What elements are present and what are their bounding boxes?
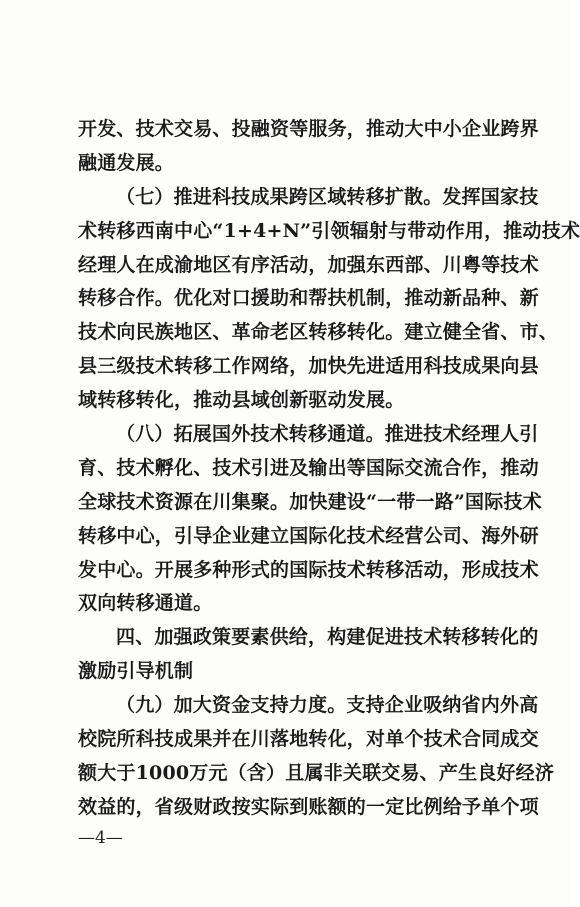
text-line: （八）拓展国外技术转移通道。推进技术经理人引: [116, 423, 539, 446]
text-line: 效益的，省级财政按实际到账额的一定比例给予单个项: [78, 795, 539, 818]
text-line: 全球技术资源在川集聚。加快建设“一带一路”国际技术: [78, 490, 542, 513]
text-line: 双向转移通道。: [78, 592, 213, 615]
text-line: （七）推进科技成果跨区域转移扩散。发挥国家技: [116, 185, 539, 208]
text-line: 转移合作。优化对口援助和帮扶机制，推动新品种、新: [78, 287, 539, 310]
text-line: 开发、技术交易、投融资等服务，推动大中小企业跨界: [78, 118, 539, 140]
page-number: —4—: [78, 828, 123, 848]
section-heading: 四、加强政策要素供给，构建促进技术转移转化的: [116, 626, 539, 649]
text-line: 校院所科技成果并在川落地转化，对单个技术合同成交: [78, 728, 539, 751]
text-line: 县三级技术转移工作网络，加快先进适用科技成果向县: [78, 355, 539, 378]
text-line: 术转移西南中心“1+4+N”引领辐射与带动作用，推动技术: [78, 219, 580, 242]
text-line: 融通发展。: [78, 151, 175, 174]
text-line: 技术向民族地区、革命老区转移转化。建立健全省、市、: [78, 321, 559, 344]
text-line: 额大于1000万元（含）且属非关联交易、产生良好经济: [78, 761, 555, 784]
text-line: 经理人在成渝地区有序活动，加强东西部、川粤等技术: [78, 253, 539, 276]
section-heading: 激励引导机制: [78, 660, 194, 683]
body-text: [78, 113, 580, 825]
text-line: 发中心。开展多种形式的国际技术转移活动，形成技术: [78, 558, 539, 581]
text-line: 育、技术孵化、技术引进及输出等国际交流合作，推动: [78, 456, 539, 479]
text-line: （九）加大资金支持力度。支持企业吸纳省内外高: [116, 694, 539, 717]
text-line: 域转移转化，推动县域创新驱动发展。: [78, 389, 405, 412]
text-line: 转移中心，引导企业建立国际化技术经营公司、海外研: [78, 524, 539, 547]
